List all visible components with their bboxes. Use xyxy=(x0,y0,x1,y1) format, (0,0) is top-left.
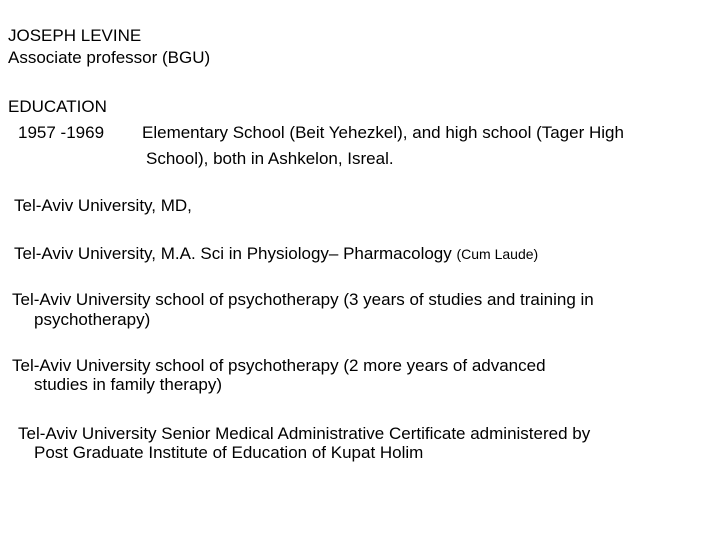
entry-family-therapy-line1: Tel-Aviv University school of psychotherapy (2 more years of advanced xyxy=(12,356,546,375)
entry-family-therapy-line2: studies in family therapy) xyxy=(34,375,223,394)
person-name: JOSEPH LEVINE xyxy=(8,26,142,45)
entry-md: Tel-Aviv University, MD, xyxy=(14,196,192,215)
entry-ma-main: Tel-Aviv University, M.A. Sci in Physiology– Pharmacology xyxy=(14,244,457,263)
school-years: 1957 -1969 xyxy=(18,123,105,142)
entry-psychotherapy-line2: psychotherapy) xyxy=(34,310,151,329)
entry-admin-cert-line1: Tel-Aviv University Senior Medical Administrative Certificate administered by xyxy=(18,424,591,443)
entry-psychotherapy-line1: Tel-Aviv University school of psychotherapy (3 years of studies and training in xyxy=(12,290,594,309)
person-position: Associate professor (BGU) xyxy=(8,48,211,67)
school-description-line2: School), both in Ashkelon, Isreal. xyxy=(146,149,394,168)
school-description-line1: Elementary School (Beit Yehezkel), and high school (Tager High xyxy=(142,123,624,142)
entry-admin-cert-line2: Post Graduate Institute of Education of Kupat Holim xyxy=(34,443,424,462)
education-heading: EDUCATION xyxy=(8,97,107,116)
entry-ma xyxy=(14,244,538,264)
entry-ma-honors: (Cum Laude) xyxy=(456,246,539,262)
